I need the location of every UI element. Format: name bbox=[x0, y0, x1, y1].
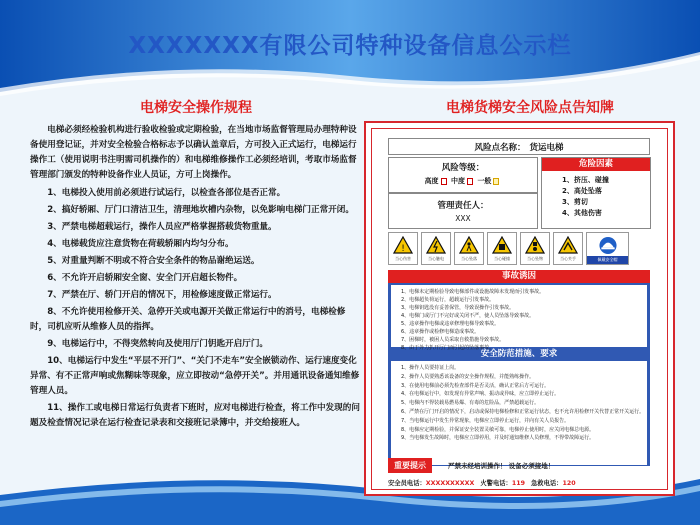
manager-value: XXX bbox=[455, 214, 471, 223]
rule-item: 2、搞好轿厢、厅门口清洁卫生，清理地坎槽内杂物，以免影响电梯门正常开闭。 bbox=[47, 205, 354, 215]
hazard-item: 4、其他伤害 bbox=[562, 209, 602, 217]
safety-item: 4、在电梯运行中，如发现有异常声响、振动或异味，应立即停止运行。 bbox=[401, 391, 560, 398]
sign-caption: 当心坠落 bbox=[461, 256, 477, 261]
level-option-normal: 一般 bbox=[477, 177, 492, 185]
safety-phone-label: 安全员电话： bbox=[388, 479, 426, 487]
risk-level-options bbox=[389, 176, 537, 186]
operation-rules-text bbox=[30, 123, 360, 433]
accident-causes-list bbox=[391, 285, 647, 351]
fire-phone-value: 119 bbox=[511, 479, 525, 487]
accident-item: 6、违章操作或检修电梯造成事故。 bbox=[401, 329, 480, 335]
rule-item: 4、电梯载货应注意货物在荷载轿厢内均匀分布。 bbox=[47, 239, 234, 249]
rule-item: 7、严禁在厅、轿门开启的情况下，用检修速度做正常运行。 bbox=[47, 290, 277, 300]
falling-object-icon bbox=[525, 236, 545, 254]
risk-point-value: 货运电梯 bbox=[529, 142, 564, 153]
important-tips-text: 严禁未经培训操作！ 设备必须接地！ bbox=[448, 462, 555, 470]
hazard-box bbox=[541, 157, 651, 229]
safety-phone bbox=[388, 478, 474, 487]
warning-signs-row bbox=[388, 232, 650, 265]
accident-item: 3、电梯钥匙没有妥善保管，导致误操作引发事故。 bbox=[401, 305, 515, 311]
safety-item: 8、电梯应定期检验，并保证安全装置灵敏可靠，电梯停止使用时，应关闭电梯总电源。 bbox=[401, 426, 595, 433]
safety-phone-value: XXXXXXXXXX bbox=[425, 479, 475, 487]
sign-caption: 当心夹手 bbox=[560, 256, 576, 261]
accident-item: 7、困梯时，被困人员采取自救措施导致事故。 bbox=[401, 337, 505, 343]
safety-item: 2、操作人员要熟悉该设备的安全操作规程，并能熟练操作。 bbox=[401, 373, 535, 380]
hazard-item: 1、挤压、碰撞 bbox=[562, 176, 609, 184]
sign-caption: 当心碰撞 bbox=[494, 256, 510, 261]
sign-electric bbox=[421, 232, 451, 265]
risk-notice-title: 电梯货梯安全风险点告知牌 bbox=[446, 100, 614, 116]
level-option-medium: 中度 bbox=[451, 177, 465, 185]
safety-item: 9、当电梯发生故障时，电梯应立即停用，并及时通知维修人员修理，不得带故障运行。 bbox=[401, 435, 595, 442]
rule-item: 9、电梯运行中，不得突然转向及使用厅门钥匙开启厅门。 bbox=[47, 339, 269, 349]
sign-falling-object bbox=[520, 232, 550, 265]
accident-causes-title: 事故诱因 bbox=[388, 270, 650, 283]
sign-helmet bbox=[586, 232, 629, 265]
hazard-item: 3、剪切 bbox=[562, 198, 588, 206]
risk-level-label: 风险等级： bbox=[441, 163, 485, 173]
page-title: XXXXXXX有限公司特种设备信息公示栏 bbox=[128, 33, 572, 59]
collision-warning-icon bbox=[492, 236, 512, 254]
electric-shock-icon bbox=[426, 236, 446, 254]
hand-pinch-icon bbox=[558, 236, 578, 254]
level-option-high: 高度 bbox=[424, 177, 439, 185]
accident-item: 2、电梯超负荷运行，超载运行引发事故。 bbox=[401, 297, 495, 303]
operation-rules-title: 电梯安全操作规程 bbox=[140, 100, 252, 116]
safety-measures-list bbox=[391, 361, 647, 465]
rule-item: 5、对重量判断不明或不符合安全条件的物品谢绝运送。 bbox=[47, 256, 260, 266]
rule-item: 10、电梯运行中发生“平层不开门”、“关门不走车”安全嵌锁动作、运行速度变化异常、有不正常声响或焦糊味等现象，应立即按动“急停开关”。并用通讯设备通知维修管理人员。 bbox=[30, 356, 360, 396]
sign-injury bbox=[388, 232, 418, 265]
safety-item: 1、操作人员要持证上岗。 bbox=[401, 365, 460, 371]
important-tips-row bbox=[388, 458, 650, 473]
sign-falling bbox=[454, 232, 484, 265]
accident-item: 4、电梯门或厅门不完好或关闭不严，使人员坠落导致事故。 bbox=[401, 313, 535, 319]
level-medium-checkbox bbox=[467, 178, 473, 185]
safety-measures-title: 安全防范措施、要求 bbox=[480, 349, 558, 359]
warning-triangle-icon bbox=[393, 236, 413, 254]
level-normal-checkbox bbox=[493, 178, 499, 185]
rule-item: 8、不允许使用检修开关、急停开关或电源开关做正常运行中的消号，电梯检修时，司机应听从维修人员的指挥。 bbox=[30, 307, 346, 332]
hazard-item: 2、高处坠落 bbox=[562, 187, 602, 195]
helmet-icon bbox=[597, 236, 619, 255]
level-high-checkbox bbox=[441, 178, 447, 185]
sign-caption: 当心伤害 bbox=[395, 256, 411, 261]
rule-item: 3、严禁电梯超载运行，操作人员应严格掌握搭载货物重量。 bbox=[47, 222, 277, 232]
hazard-title: 危险因素 bbox=[542, 158, 650, 171]
rule-item: 6、不允许开启轿厢安全窗、安全门开启超长物件。 bbox=[47, 273, 243, 283]
svg-text:!: ! bbox=[401, 244, 405, 254]
sign-caption: 佩戴安全帽 bbox=[587, 256, 628, 264]
accident-item: 1、电梯未定期检验导致电梯部件或设施故障未发现而引发事故。 bbox=[401, 289, 545, 295]
fall-warning-icon bbox=[459, 236, 479, 254]
hazard-list bbox=[562, 175, 650, 219]
rules-intro: 电梯必须经检验机构进行验收检验或定期检验，在当地市场监督管理局办理特种设备使用登记证，并对安全检验合格标志予以确认盖章后，方可投入正式运行，电梯运行操作工（使用说明书注明需司机操作的）和电梯维修操作工必须经培训，考取市场监督管理部门颁发的特种设备作业人员证，方可上岗操作。 bbox=[30, 125, 357, 180]
accident-item: 5、违章操作电梯或违章修理电梯导致事故。 bbox=[401, 321, 500, 327]
emergency-phone-label: 急救电话： bbox=[530, 479, 563, 487]
accident-item: 8、由于外力扒开厅门而引起的坠落事故。 bbox=[401, 345, 495, 351]
safety-item: 3、在使用电梯前必须先检查部件是否灵活，确认正常后方可运行。 bbox=[401, 382, 550, 389]
safety-item: 7、当电梯运行中发生异常现象，电梯应立即停止运行，并向有关人员报告。 bbox=[401, 417, 570, 424]
risk-notice-board bbox=[364, 121, 675, 496]
accident-safety-panel bbox=[388, 270, 650, 466]
emergency-phone bbox=[531, 478, 576, 487]
fire-phone-label: 火警电话： bbox=[480, 479, 512, 487]
rule-item: 1、电梯投入使用前必须进行试运行，以检查各部位是否正常。 bbox=[47, 188, 286, 198]
safety-item: 6、严禁在厅门开启的情况下，启动或保持电梯检修和正常运行状态，也不允许用检修开关代替正常开关运行。 bbox=[401, 408, 645, 415]
sign-caption: 当心触电 bbox=[428, 256, 444, 261]
sign-collision bbox=[487, 232, 517, 265]
risk-point-label: 风险点名称： bbox=[474, 142, 526, 153]
contact-row bbox=[388, 476, 650, 488]
sign-pinch bbox=[553, 232, 583, 265]
fire-phone bbox=[480, 478, 525, 487]
important-tips-tag: 重要提示 bbox=[388, 458, 432, 473]
rule-item: 11、操作工或电梯日常运行负责者下班时，应对电梯进行检查，将工作中发现的问题及检查情况记录在运行检查记录表和交接班记录簿中，并交给接班人。 bbox=[30, 403, 360, 428]
manager-label: 管理责任人： bbox=[437, 201, 489, 211]
safety-item: 5、电梯内不得装载易燃易爆、有毒的危险品，严禁超载运行。 bbox=[401, 400, 540, 407]
sign-caption: 当心坠物 bbox=[527, 256, 543, 261]
emergency-phone-value: 120 bbox=[562, 479, 576, 487]
manager-box bbox=[388, 193, 538, 229]
risk-level-box bbox=[388, 157, 538, 193]
risk-point-row bbox=[388, 138, 650, 155]
risk-notice-frame bbox=[371, 128, 668, 490]
